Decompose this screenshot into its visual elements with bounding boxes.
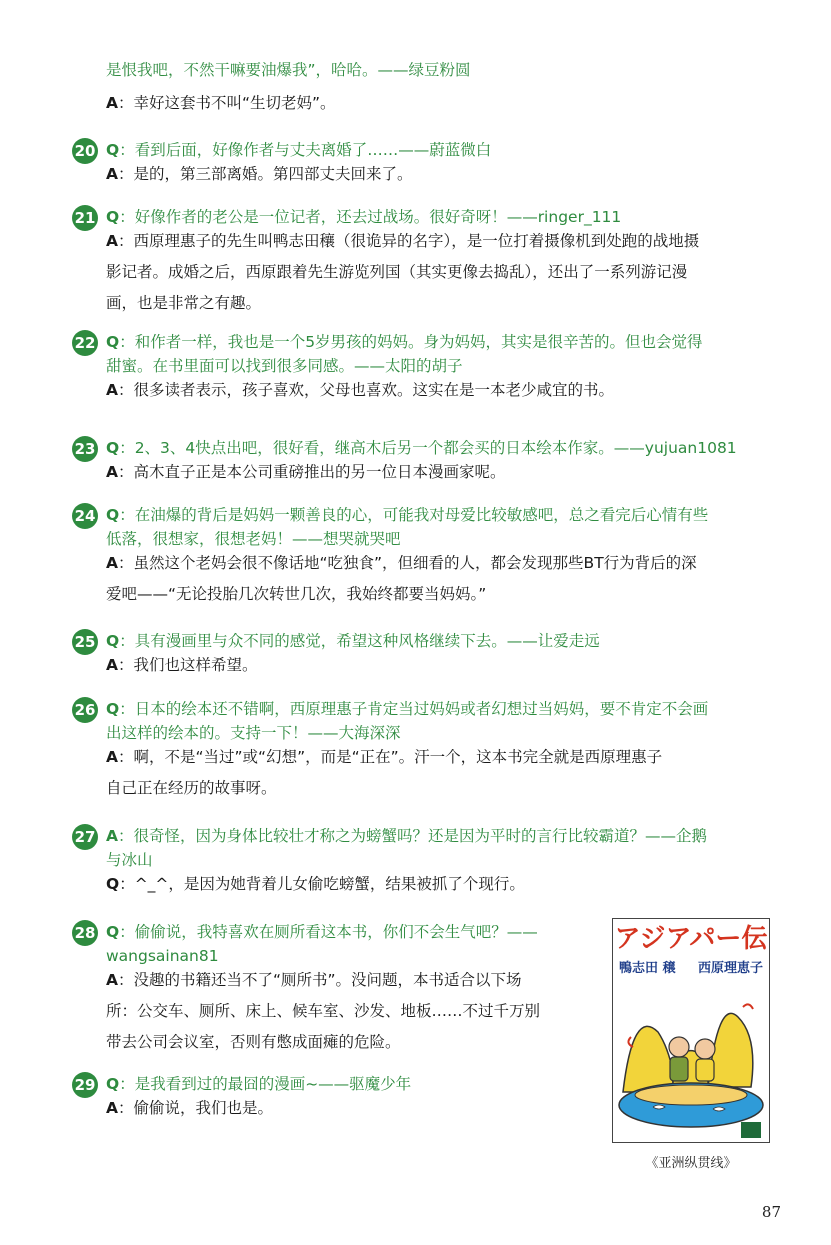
book-cover-authors [619,957,763,976]
question-text: ：是我看到过的最囧的漫画~——驱魔少年 [119,1075,412,1093]
question-text: 甜蜜。在书里面可以找到很多同感。——太阳的胡子 [106,357,463,375]
question-line [106,529,401,549]
answer-label: A [106,94,118,112]
question-line [106,438,737,458]
question-line [106,946,219,966]
answer-label: A [106,971,118,989]
question-text: ：日本的绘本还不错啊，西原理惠子肯定当过妈妈或者幻想过当妈妈，要不肯定不会画 [119,700,709,718]
question-text: 与冰山 [106,851,153,869]
answer-line [106,747,662,767]
question-label: A [106,827,118,845]
question-line [106,505,708,525]
answer-label: A [106,232,118,250]
answer-label: Q [106,875,120,893]
question-text: ：好像作者的老公是一位记者，还去过战场。很好奇呀！——ringer_111 [119,208,622,226]
answer-label: A [106,656,118,674]
answer-line [106,164,413,184]
answer-text: ：偷偷说，我们也是。 [118,1099,274,1117]
answer-text: ：我们也这样希望。 [118,656,258,674]
item-number-badge: 26 [72,697,98,723]
item-number-badge: 25 [72,629,98,655]
answer-line [106,970,522,990]
answer-line [106,380,614,400]
item-number-badge: 29 [72,1072,98,1098]
question-text: 出这样的绘本的。支持一下！——大海深深 [106,724,401,742]
question-text: wangsainan81 [106,947,219,965]
answer-text: ：西原理惠子的先生叫鸭志田穰（很诡异的名字），是一位打着摄像机到处跑的战地摄 [118,232,700,250]
book-caption: 《亚洲纵贯线》 [645,1156,737,1171]
answer-line [106,231,699,251]
answer-text: 所：公交车、厕所、床上、候车室、沙发、地板……不过千万别 [106,1002,541,1020]
question-label: Q [106,1075,120,1093]
answer-text: ：高木直子正是本公司重磅推出的另一位日本漫画家呢。 [118,463,506,481]
answer-line [106,584,486,604]
question-label: Q [106,208,120,226]
answer-label: A [106,381,118,399]
answer-text: 自己正在经历的故事呀。 [106,779,277,797]
question-label: Q [106,141,120,159]
item-number-badge: 23 [72,436,98,462]
answer-label: A [106,554,118,572]
answer-line [106,462,506,482]
question-label: Q [106,632,120,650]
book-author-1: 鴨志田 穣 [619,961,676,976]
question-line [106,826,707,846]
item-number-badge: 27 [72,824,98,850]
question-line [106,207,621,227]
answer-line [106,655,258,675]
page-number: 87 [761,1203,781,1221]
question-line [106,140,491,160]
answer-text: ：啊，不是“当过”或“幻想”，而是“正在”。汗一个，这本书完全就是西原理惠子 [118,748,663,766]
answer-label: A [106,748,118,766]
question-label: Q [106,923,120,941]
answer-line [106,1032,401,1052]
answer-label: A [106,1099,118,1117]
question-text: ：具有漫画里与众不同的感觉，希望这种风格继续下去。——让爱走远 [119,632,600,650]
question-line [106,850,153,870]
book-cover [612,918,770,1143]
answer-line [106,262,687,282]
answer-text: ：虽然这个老妈会很不像话地“吃独食”，但细看的人，都会发现那些BT行为背后的深 [118,554,697,572]
question-line [106,631,600,651]
question-label: Q [106,506,120,524]
answer-line [106,874,525,894]
book-cover-illustration [613,977,769,1142]
answer-text: ：^_^，是因为她背着儿女偷吃螃蟹，结果被抓了个现行。 [119,875,525,893]
question-line [106,922,538,942]
book-cover-title: アジアパー伝 [614,924,768,954]
answer-text: ：是的，第三部离婚。第四部丈夫回来了。 [118,165,413,183]
book-author-2: 西原理恵子 [697,961,763,976]
answer-text: 画，也是非常之有趣。 [106,294,262,312]
answer-label: A [106,463,118,481]
intro-answer [106,93,336,113]
question-text: ：看到后面，好像作者与丈夫离婚了……——蔚蓝微白 [119,141,492,159]
question-line [106,699,708,719]
question-label: Q [106,439,120,457]
answer-line [106,293,261,313]
question-text: ：在油爆的背后是妈妈一颗善良的心，可能我对母爱比较敏感吧，总之看完后心情有些 [119,506,709,524]
answer-text: ：很多读者表示，孩子喜欢，父母也喜欢。这实在是一本老少咸宜的书。 [118,381,615,399]
question-text: 低落，很想家，很想老妈！——想哭就哭吧 [106,530,401,548]
item-number-badge: 24 [72,503,98,529]
intro-question-continuation: 是恨我吧，不然干嘛要油爆我”，哈哈。——绿豆粉圆 [106,61,471,79]
answer-text: ：没趣的书籍还当不了“厕所书”。没问题，本书适合以下场 [118,971,522,989]
answer-text: 带去公司会议室，否则有憋成面瘫的危险。 [106,1033,401,1051]
answer-text: 影记者。成婚之后，西原跟着先生游览列国（其实更像去捣乱），还出了一系列游记漫 [106,263,688,281]
answer-line [106,778,277,798]
item-number-badge: 21 [72,205,98,231]
item-number-badge: 20 [72,138,98,164]
question-line [106,1074,411,1094]
item-number-badge: 28 [72,920,98,946]
answer-text: 爱吧——“无论投胎几次转世几次，我始终都要当妈妈。” [106,585,487,603]
question-text: ：和作者一样，我也是一个5岁男孩的妈妈。身为妈妈，其实是很辛苦的。但也会觉得 [119,333,703,351]
answer-line [106,1001,540,1021]
question-label: Q [106,333,120,351]
question-line [106,356,463,376]
item-number-badge: 22 [72,330,98,356]
answer-line [106,553,697,573]
answer-text: ：幸好这套书不叫“生切老妈”。 [118,94,336,112]
answer-line [106,1098,273,1118]
question-line [106,332,703,352]
question-line [106,723,401,743]
question-label: Q [106,700,120,718]
question-text: ：很奇怪，因为身体比较壮才称之为螃蟹吗？还是因为平时的言行比较霸道？——企鹅 [118,827,708,845]
answer-label: A [106,165,118,183]
question-text: ：偷偷说，我特喜欢在厕所看这本书，你们不会生气吧？—— [119,923,538,941]
question-text: ：2、3、4快点出吧，很好看，继高木后另一个都会买的日本绘本作家。——yujuan1081 [119,439,737,457]
